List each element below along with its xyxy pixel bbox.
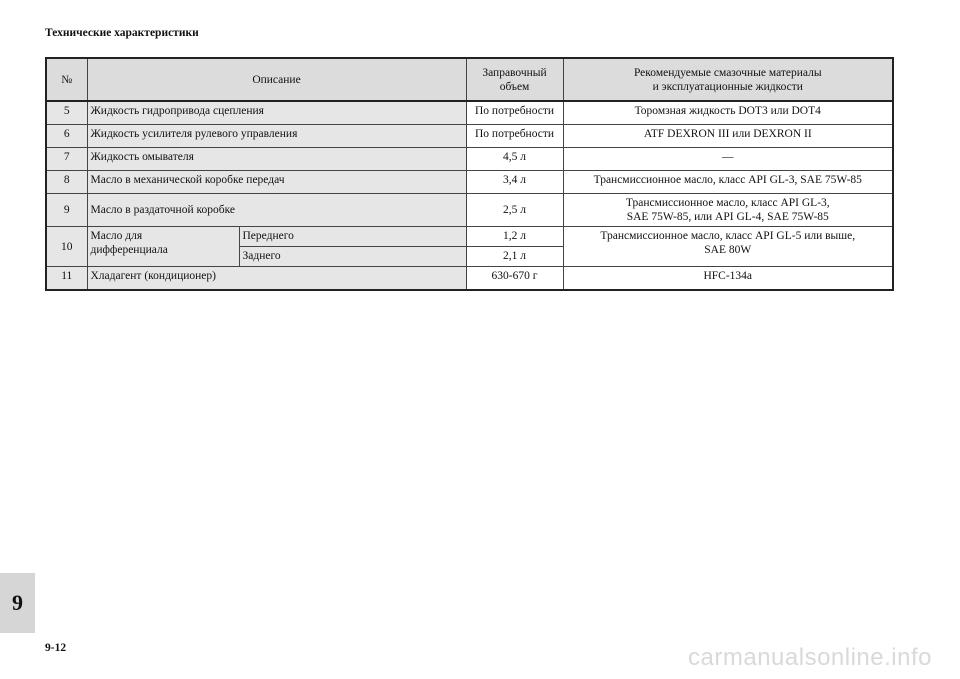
row-number: 5 xyxy=(46,101,87,125)
row-description: Жидкость омывателя xyxy=(87,148,466,171)
header-recommended-line1: Рекомендуемые смазочные материалы xyxy=(633,66,822,79)
row-description: Масло в раздаточной коробке xyxy=(87,194,466,227)
page-title: Технические характеристики xyxy=(45,27,199,39)
row-recommended: ATF DEXRON III или DEXRON II xyxy=(563,125,893,148)
row-recommended: Торомзная жидкость DOT3 или DOT4 xyxy=(563,101,893,125)
row-volume: По потребности xyxy=(466,101,563,125)
row-recommended: Трансмиссионное масло, класс API GL-3, SAE 75W-85 xyxy=(563,171,893,194)
row-description: Жидкость гидропривода сцепления xyxy=(87,101,466,125)
row-number: 7 xyxy=(46,148,87,171)
row-number: 11 xyxy=(46,267,87,291)
header-volume-line1: Заправочный xyxy=(482,66,547,79)
row-volume: 4,5 л xyxy=(466,148,563,171)
header-volume xyxy=(466,58,563,101)
rear-differential-label: Заднего xyxy=(239,247,466,267)
header-recommended-line2: и эксплуатационные жидкости xyxy=(652,80,803,93)
row-number: 6 xyxy=(46,125,87,148)
front-differential-volume: 1,2 л xyxy=(466,227,563,247)
row-recommended-line2: SAE 75W-85, или API GL-4, SAE 75W-85 xyxy=(626,211,829,223)
specifications-table xyxy=(45,57,894,291)
row-description-line1: Масло для xyxy=(90,230,143,242)
front-differential-label: Переднего xyxy=(239,227,466,247)
header-volume-line2: объем xyxy=(499,80,530,93)
chapter-tab-number: 9 xyxy=(12,590,23,615)
page-number: 9-12 xyxy=(45,642,67,654)
table-row xyxy=(46,125,893,148)
row-number: 9 xyxy=(46,194,87,227)
table-row xyxy=(46,194,893,227)
rear-differential-volume: 2,1 л xyxy=(466,247,563,267)
table-row xyxy=(46,267,893,291)
table-row xyxy=(46,101,893,125)
table-row xyxy=(46,227,893,247)
row-volume: 2,5 л xyxy=(466,194,563,227)
row-number: 8 xyxy=(46,171,87,194)
row-volume: По потребности xyxy=(466,125,563,148)
row-description: Жидкость усилителя рулевого управления xyxy=(87,125,466,148)
row-description: Хладагент (кондиционер) xyxy=(87,267,466,291)
row-recommended: — xyxy=(563,148,893,171)
watermark: carmanualsonline.info xyxy=(688,644,932,671)
row-recommended-line1: Трансмиссионное масло, класс API GL-3, xyxy=(625,197,830,209)
row-description-line2: дифференциала xyxy=(90,244,168,256)
chapter-tab xyxy=(0,573,35,633)
header-number: № xyxy=(46,58,87,101)
row-volume: 630-670 г xyxy=(466,267,563,291)
header-recommended xyxy=(563,58,893,101)
row-recommended xyxy=(563,194,893,227)
row-number: 10 xyxy=(46,227,87,267)
table-header-row xyxy=(46,58,893,101)
row-recommended: HFC-134a xyxy=(563,267,893,291)
header-description: Описание xyxy=(87,58,466,101)
table-row xyxy=(46,171,893,194)
row-description xyxy=(87,227,239,267)
table-row xyxy=(46,148,893,171)
row-recommended-line2: SAE 80W xyxy=(704,244,752,256)
row-description: Масло в механической коробке передач xyxy=(87,171,466,194)
row-recommended xyxy=(563,227,893,267)
row-volume: 3,4 л xyxy=(466,171,563,194)
row-recommended-line1: Трансмиссионное масло, класс API GL-5 или выше, xyxy=(600,230,856,242)
